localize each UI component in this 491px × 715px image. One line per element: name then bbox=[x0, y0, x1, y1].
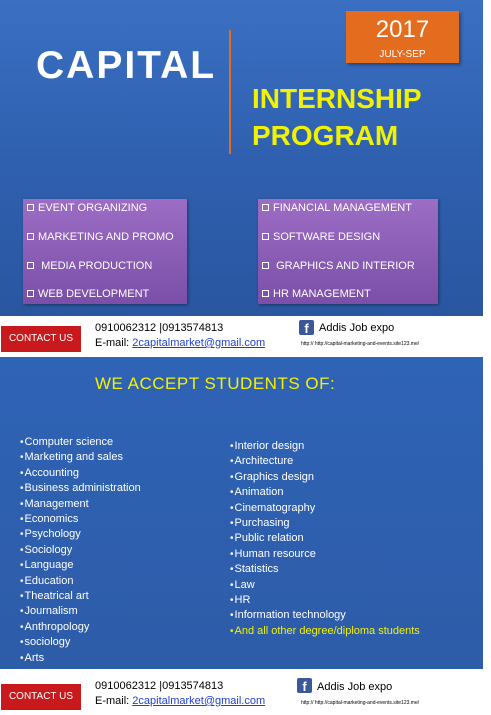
badge-period: JULY-SEP bbox=[379, 49, 426, 60]
list-item: •Animation bbox=[230, 486, 284, 499]
facebook-icon: f bbox=[297, 678, 312, 693]
list-item: •Public relation bbox=[230, 532, 304, 545]
program-item: SOFTWARE DESIGN bbox=[262, 231, 380, 243]
list-item-note: •And all other degree/diploma students bbox=[230, 624, 420, 637]
brand-title: CAPITAL bbox=[36, 44, 217, 87]
list-item: •Theatrical art bbox=[20, 590, 89, 603]
checkbox-icon bbox=[262, 262, 269, 269]
checkbox-icon bbox=[262, 204, 269, 211]
list-item: •Sociology bbox=[20, 543, 73, 556]
list-item: •Management bbox=[20, 497, 89, 510]
list-item: •Economics bbox=[20, 513, 79, 526]
email-link[interactable]: 2capitalmarket@gmail.com bbox=[132, 695, 266, 707]
program-item: HR MANAGEMENT bbox=[262, 288, 371, 300]
facebook-name: Addis Job expo bbox=[319, 322, 395, 334]
email-line: E-mail: 2capitalmarket@gmail.com bbox=[95, 337, 266, 349]
email-line: E-mail: 2capitalmarket@gmail.com bbox=[95, 695, 266, 707]
contact-us-button[interactable]: CONTACT US bbox=[1, 326, 81, 352]
list-item: •HR bbox=[230, 594, 251, 607]
list-item: •Human resource bbox=[230, 547, 316, 560]
program-item: MEDIA PRODUCTION bbox=[27, 260, 152, 272]
checkbox-icon bbox=[27, 262, 34, 269]
programs-right-box bbox=[258, 199, 438, 304]
date-badge bbox=[346, 11, 459, 63]
program-title bbox=[252, 80, 422, 154]
list-item: •Graphics design bbox=[230, 470, 315, 483]
website-url[interactable]: http:// http://capital-marketing-and-events.site123.me/ bbox=[301, 341, 420, 347]
list-item: •Education bbox=[20, 574, 74, 587]
list-item: •Business administration bbox=[20, 482, 141, 495]
checkbox-icon bbox=[27, 290, 34, 297]
list-item: •Statistics bbox=[230, 563, 279, 576]
list-item: •Information technology bbox=[230, 609, 346, 622]
checkbox-icon bbox=[27, 233, 34, 240]
phone-numbers: 0910062312 |0913574813 bbox=[95, 680, 224, 692]
list-item: •Language bbox=[20, 559, 74, 572]
program-item: MARKETING AND PROMO bbox=[27, 231, 174, 243]
contact-us-button[interactable]: CONTACT US bbox=[1, 684, 81, 710]
badge-year: 2017 bbox=[375, 16, 430, 43]
list-item: •Marketing and sales bbox=[20, 451, 123, 464]
divider-line bbox=[229, 30, 231, 154]
list-item: •Computer science bbox=[20, 436, 114, 448]
program-item: WEB DEVELOPMENT bbox=[27, 288, 149, 300]
website-url[interactable]: http:// http://capital-marketing-and-events.site123.me/ bbox=[301, 700, 420, 706]
facebook-icon: f bbox=[299, 320, 314, 335]
program-title-line1: INTERNSHIP bbox=[252, 83, 422, 114]
list-item: •Architecture bbox=[230, 455, 294, 468]
facebook-name: Addis Job expo bbox=[317, 681, 393, 693]
list-item: •Accounting bbox=[20, 466, 79, 479]
accept-title: WE ACCEPT STUDENTS OF: bbox=[95, 374, 336, 393]
list-item: •Anthropology bbox=[20, 620, 90, 633]
list-item: •Cinematography bbox=[230, 501, 316, 514]
checkbox-icon bbox=[27, 204, 34, 211]
program-item: FINANCIAL MANAGEMENT bbox=[262, 202, 412, 214]
list-item: •Law bbox=[230, 578, 255, 591]
list-item: •sociology bbox=[20, 636, 71, 649]
email-link[interactable]: 2capitalmarket@gmail.com bbox=[132, 337, 266, 349]
list-item: •Journalism bbox=[20, 605, 78, 618]
phone-numbers: 0910062312 |0913574813 bbox=[95, 322, 224, 334]
checkbox-icon bbox=[262, 233, 269, 240]
fields-list-left bbox=[20, 435, 141, 666]
list-item: •Purchasing bbox=[230, 517, 290, 530]
list-item: •Psychology bbox=[20, 528, 81, 541]
program-title-line2: PROGRAM bbox=[252, 120, 399, 151]
programs-left-box bbox=[23, 199, 187, 304]
program-item: EVENT ORGANIZING bbox=[27, 202, 147, 214]
program-item: GRAPHICS AND INTERIOR bbox=[262, 260, 415, 272]
list-item: •Arts bbox=[20, 651, 45, 664]
checkbox-icon bbox=[262, 290, 269, 297]
list-item: •Interior design bbox=[230, 440, 305, 452]
fields-list-right bbox=[230, 439, 420, 639]
